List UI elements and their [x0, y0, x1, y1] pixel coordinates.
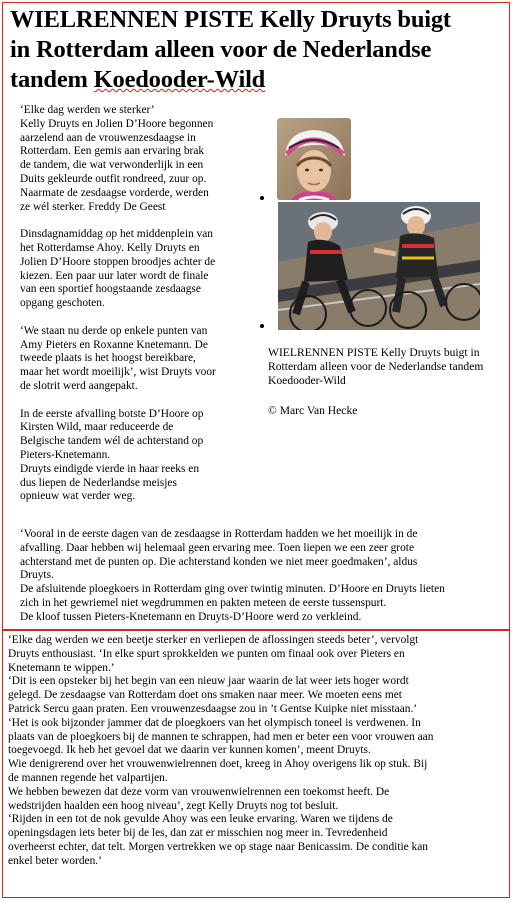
- caption-line: Koedooder-Wild: [268, 374, 346, 387]
- bottom-article-text: [8, 634, 504, 869]
- text-line: afvalling. Daar hebben wij helemaal geen ervaring mee. Toen liepen we een zeer grote: [20, 541, 414, 554]
- text-line: ‘Dit is een opsteker bij het begin van een nieuw jaar waarin de lat weer iets hoger wordt: [8, 675, 409, 688]
- text-line: De kloof tussen Pieters-Knetemann en Druyts-D’Hoore werd zo verkleind.: [20, 610, 362, 623]
- text-line: achterstand met de punten op. Die achterstand konden we niet meer goedmaken’, aldus: [20, 555, 418, 568]
- headline-line: WIELRENNEN PISTE Kelly Druyts buigt: [10, 6, 451, 33]
- text-line: kiezen. Een paar uur later wordt de finale: [20, 269, 209, 282]
- text-line: toegevoegd. Ik heb het gevoel dat we daarin ver kunnen komen’, meent Druyts.: [8, 744, 371, 757]
- tandem-race-photo: [278, 202, 480, 330]
- text-line: het Rotterdamse Ahoy. Kelly Druyts en: [20, 241, 200, 254]
- text-line: Jolien D’Hoore stoppen broodjes achter de: [20, 255, 216, 268]
- paragraph-ahoy: [20, 228, 252, 311]
- text-line: opgang geschoten.: [20, 297, 105, 310]
- text-line: Naarmate de zesdaagse vorderde, werden: [20, 186, 209, 199]
- text-line: de tandem, die wat verwonderlijk in een: [20, 159, 204, 172]
- bullet-icon: [260, 324, 264, 328]
- text-line: ‘Elke dag werden we een beetje sterker en verliepen de aflossingen steeds beter’, vervolgt: [8, 634, 419, 646]
- text-line: Belgische tandem wél de achterstand op: [20, 435, 204, 448]
- text-line: maar het wordt moeilijk’, wist Druyts voor: [20, 366, 216, 379]
- caption-line: Rotterdam alleen voor de Nederlandse tandem: [268, 360, 484, 373]
- text-line: de slotrit werd aangepakt.: [20, 379, 138, 392]
- text-line: zich in het gewriemel niet wegdrummen en pakten meteen de eerste tussenspurt.: [20, 596, 387, 609]
- text-line: dus liepen de Nederlandse meisjes: [20, 476, 177, 489]
- text-line: ze wél sterker. Freddy De Geest: [20, 200, 166, 213]
- text-line: overheerst echter, dat telt. Morgen vertrekken we op stage naar Benicassim. De conditie kan: [8, 840, 428, 853]
- text-line: de mannen regende het valpartijen.: [8, 771, 168, 784]
- article-headline: [10, 5, 504, 95]
- text-line: opnieuw wat verder weg.: [20, 490, 136, 503]
- text-line: Rotterdam. Een gemis aan ervaring brak: [20, 145, 205, 158]
- text-line: ‘Het is ook bijzonder jammer dat de ploegkoers van het olympisch toneel is verdwenen. In: [8, 716, 421, 729]
- text-line: plaats van de ploegkoers bij de mannen te schrappen, had men er beter een voor vrouwen aan: [8, 730, 434, 743]
- text-line: openingsdagen iets beter bij de les, dan zat er misschien nog meer in. Tevredenheid: [8, 827, 388, 840]
- headline-team-name: Koedooder-Wild: [93, 66, 266, 93]
- text-line: De afsluitende ploegkoers in Rotterdam ging over twintig minuten. D’Hoore en Druyts lieten: [20, 583, 445, 596]
- text-line: Kirsten Wild, maar reduceerde de: [20, 421, 174, 434]
- text-line: aarzelend aan de vrouwenzesdaagse in: [20, 131, 196, 144]
- headline-line: in Rotterdam alleen voor de Nederlandse: [10, 36, 432, 63]
- text-line: wedstrijden haalden een hoog niveau’, zegt Kelly Druyts nog tot besluit.: [8, 799, 339, 812]
- text-line: van een sportief hoogstaande zesdaagse: [20, 283, 201, 296]
- headline-line: [10, 65, 504, 95]
- text-line: ‘Rijden in een tot de nok gevulde Ahoy was een leuke ervaring. Waren we tijdens de: [8, 813, 393, 826]
- text-line: Kelly Druyts en Jolien D’Hoore begonnen: [20, 117, 214, 130]
- text-line: enkel beter worden.’: [8, 854, 102, 867]
- text-line: ‘Elke dag werden we sterker’: [20, 104, 155, 116]
- text-line: Wie denigrerend over het vrouwenwielrennen doet, kreeg in Ahoy overigens lik op stuk. Bij: [8, 758, 428, 771]
- text-line: Knetemann te wippen.’: [8, 661, 115, 674]
- photo-credit: © Marc Van Hecke: [268, 404, 358, 417]
- text-line: Patrick Sercu gaan praten. Een vrouwenzesdaagse zou in ’t Gentse Kuipke niet misstaan.’: [8, 702, 418, 715]
- text-line: Amy Pieters en Roxanne Knetemann. De: [20, 338, 208, 351]
- paragraph-intro: [20, 104, 252, 214]
- text-line: ‘Vooral in de eerste dagen van de zesdaagse in Rotterdam hadden we het moeilijk in de: [20, 528, 418, 540]
- rider-portrait-photo: [277, 118, 351, 200]
- text-line: Druyts enthousiast. ‘In elke spurt sprokkelden we punten om finaal ook over Pieters en: [8, 647, 405, 660]
- text-line: Dinsdagnamiddag op het middenplein van: [20, 228, 213, 241]
- text-line: Duits gekleurde outfit rondreed, zuur op.: [20, 172, 207, 185]
- paragraph-afvalling: [20, 408, 252, 505]
- text-line: gelegd. De zesdaagse van Rotterdam doet ons smaken naar meer. We moeten eens met: [8, 689, 402, 702]
- full-width-text: [20, 528, 504, 625]
- caption-line: WIELRENNEN PISTE Kelly Druyts buigt in: [268, 346, 480, 359]
- left-column: [20, 104, 252, 518]
- text-line: ‘We staan nu derde op enkele punten van: [20, 324, 208, 337]
- text-line: Druyts.: [20, 569, 54, 582]
- bullet-icon: [260, 196, 264, 200]
- text-line: We hebben bewezen dat deze vorm van vrouwenwielrennen een toekomst heeft. De: [8, 785, 390, 798]
- paragraph-quote: [20, 325, 252, 394]
- text-line: tweede plaats is het hoogst bereikbare,: [20, 352, 196, 365]
- photo-caption: [268, 346, 500, 388]
- text-line: In de eerste afvalling botste D’Hoore op: [20, 407, 204, 420]
- headline-text: tandem: [10, 66, 94, 93]
- text-line: Pieters-Knetemann.: [20, 448, 111, 461]
- text-line: Druyts eindigde vierde in haar reeks en: [20, 462, 200, 475]
